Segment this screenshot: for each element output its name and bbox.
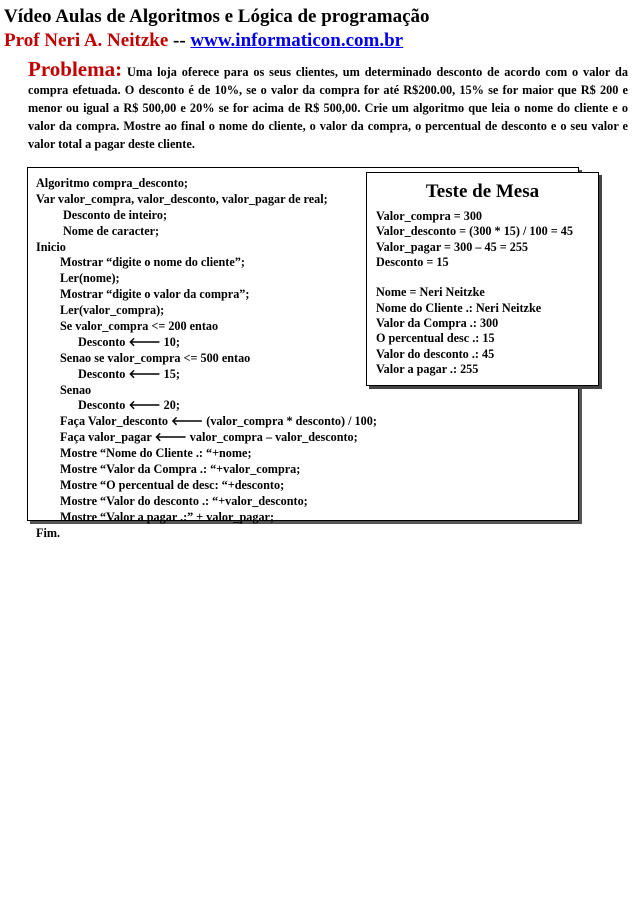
code-line: Mostre “O percentual de desc: “+desconto; — [60, 477, 285, 492]
assign-value: 10; — [163, 334, 180, 349]
left-arrow-icon: 🡐 — [128, 398, 161, 413]
mesa-line: Valor da Compra .: 300 — [376, 316, 499, 331]
assign-value: 15; — [163, 366, 180, 381]
code-line: Desconto de inteiro; — [63, 207, 168, 222]
code-line — [36, 367, 377, 383]
mesa-line: Nome do Cliente .: Neri Neitzke — [376, 300, 542, 315]
problem-text: Uma loja oferece para os seus clientes, um determinado desconto de acordo com o valor da compra efetuada. O desconto é de 10%, se o valor da compra for até R$200.00, 15% se for maior que R$ 200 e menor ou igual a R$ 500,00 e 20% se for acima de R$ 500,00. Crie um algoritmo que leia o nome do cliente e o valor da compra. Mostre ao final o nome do cliente, o valor da compra, o percentual de desconto e o seu valor e valor total a pagar deste cliente. — [28, 65, 628, 151]
code-line — [36, 430, 377, 446]
problem-statement — [28, 57, 628, 153]
assign-target: Desconto — [78, 334, 126, 349]
mesa-line: Valor a pagar .: 255 — [376, 361, 479, 376]
code-line: Mostre “Valor do desconto .: “+valor_desconto; — [60, 493, 308, 508]
mesa-line: Valor_desconto = (300 * 15) / 100 = 45 — [376, 224, 573, 239]
mesa-line: Valor do desconto .: 45 — [376, 346, 495, 361]
left-arrow-icon: 🡐 — [154, 430, 187, 445]
author-line — [4, 30, 403, 52]
code-line: Nome de caracter; — [63, 223, 160, 238]
code-line: Mostrar “digite o nome do cliente”; — [60, 255, 245, 270]
code-line: Ler(nome); — [60, 271, 120, 286]
code-line: Mostre “Nome do Cliente .: “+nome; — [60, 446, 252, 461]
teste-de-mesa-box — [366, 172, 599, 386]
teste-de-mesa-lines — [376, 209, 573, 377]
code-line: Var valor_compra, valor_desconto, valor_pagar de real; — [36, 191, 328, 206]
mesa-line — [376, 270, 573, 285]
mesa-line: Nome = Neri Neitzke — [376, 285, 485, 300]
assign-target: Desconto — [78, 398, 126, 413]
code-line — [36, 398, 377, 414]
code-line: Senao — [60, 382, 92, 397]
teste-de-mesa-title: Teste de Mesa — [425, 181, 540, 202]
mesa-line: Desconto = 15 — [376, 254, 449, 269]
website-link[interactable]: www.informaticon.com.br — [190, 30, 404, 51]
code-line: Ler(valor_compra); — [60, 303, 165, 318]
code-line: Mostrar “digite o valor da compra”; — [60, 287, 250, 302]
code-line: Se valor_compra <= 200 entao — [60, 319, 219, 334]
algorithm-code — [36, 176, 377, 541]
assign-target: Desconto — [78, 366, 126, 381]
code-line: Inicio — [36, 239, 66, 254]
code-line — [36, 335, 377, 351]
assign-value: 20; — [163, 398, 180, 413]
code-line — [36, 414, 377, 430]
mesa-line: O percentual desc .: 15 — [376, 331, 495, 346]
assign-target: Faça valor_pagar — [60, 430, 152, 445]
left-arrow-icon: 🡐 — [128, 366, 161, 381]
mesa-line: Valor_pagar = 300 – 45 = 255 — [376, 239, 529, 254]
assign-value: valor_compra – valor_desconto; — [189, 430, 358, 445]
code-line: Algoritmo compra_desconto; — [36, 176, 188, 190]
left-arrow-icon: 🡐 — [128, 334, 161, 349]
code-line: Mostre “Valor a pagar .:” + valor_pagar; — [60, 509, 274, 524]
author-name: Prof Neri A. Neitzke — [4, 30, 169, 51]
problem-label: Problema: — [28, 57, 123, 81]
left-arrow-icon: 🡐 — [171, 414, 204, 429]
code-line: Senao se valor_compra <= 500 entao — [60, 350, 251, 365]
assign-value: (valor_compra * desconto) / 100; — [206, 414, 377, 429]
code-line: Mostre “Valor da Compra .: “+valor_compra; — [60, 462, 301, 477]
page-title: Vídeo Aulas de Algoritmos e Lógica de programação — [4, 6, 430, 27]
mesa-line: Valor_compra = 300 — [376, 209, 483, 223]
author-separator: -- — [173, 30, 186, 51]
code-line: Fim. — [36, 525, 61, 540]
assign-target: Faça Valor_desconto — [60, 414, 168, 429]
